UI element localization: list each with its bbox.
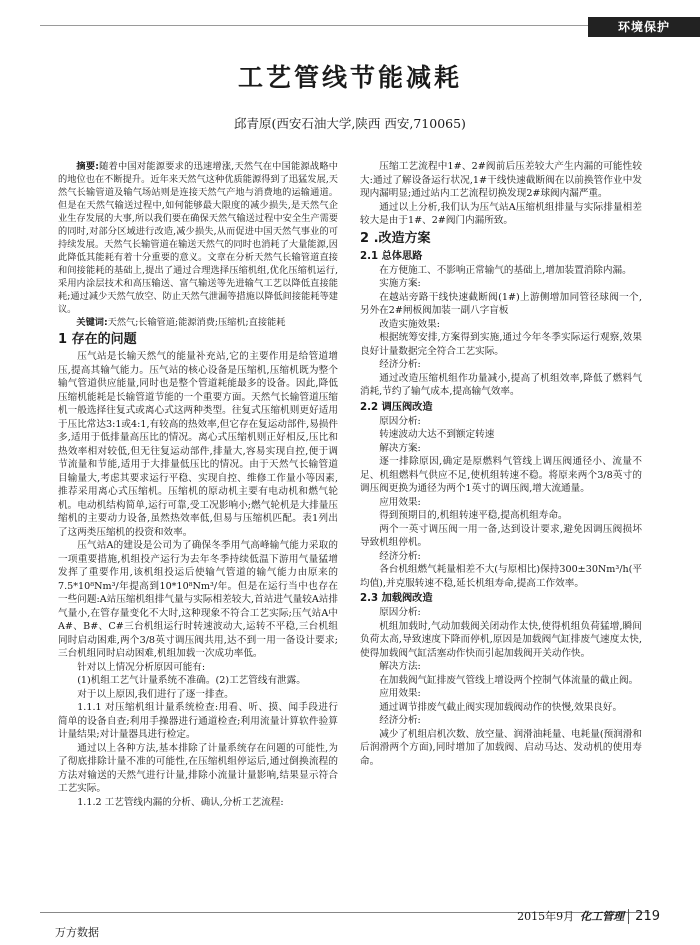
section-2-1-heading: 2.1 总体思路: [360, 250, 423, 262]
paragraph: 根据统筹安排,方案得到实施,通过今年冬季实际运行观察,效果良好计量数据完全符合工艺实际。: [360, 332, 642, 357]
paragraph: 应用效果:: [379, 496, 421, 508]
abstract-label: 摘要:: [76, 161, 99, 172]
paragraph: 在方便施工、不影响正常输气的基础上,增加装置消除内漏。: [379, 264, 632, 276]
paragraph: (1)机组工艺气计量系统不准确。(2)工艺管线有泄露。: [77, 675, 306, 686]
paragraph: 逐一排除原因,确定是原燃料气管线上调压阀通径小、流量不足、机组燃料气供应不足,使机组转速不稳。将原来两个3/8英寸的调压阀更换为通径为两个1英寸的调压阀,增大流通量。: [360, 456, 642, 494]
section-2-3-heading: 2.3 加载阀改造: [360, 593, 433, 604]
paragraph: 得到预期目的,机组转速平稳,提高机组寿命。: [379, 510, 568, 521]
keywords-label: 关键词:: [76, 317, 108, 328]
section-tag: 环境保护: [588, 17, 700, 37]
paragraph: 针对以上情况分析原因可能有:: [77, 661, 206, 673]
section-2-heading: 2 .改造方案: [360, 230, 431, 246]
paragraph: 对于以上原因,我们进行了逐一排查。: [77, 688, 234, 700]
paragraph: 经济分析:: [379, 550, 421, 562]
right-column: [360, 160, 642, 768]
paragraph: 原因分析:: [379, 415, 421, 427]
abstract-text: 随着中国对能源要求的迅速增涨,天然气在中国能源战略中的地位也在不断提升。近年来天然气这种优质能源得到了迅猛发展,天然气长输管道及输气场站则是连接天然气产地与消费地的运输通道。但是在天然气输送过程中,如何能够最大限度的减少损失,是天然气企业生存发展的大事,所以我们要在确保天然气输送过程中安全生产需要的同时,对部分区域进行改造,减少损失,从而促进中国天然气事业的可持续发展。天然气长输管道在输送天然气的同时也消耗了大量能源,因此降低其能耗有着十分重要的意义。文章在分析天然气长输管道直接和间接能耗的基础上,提出了通过合理选择压缩机组,优化压缩机运行,采用内涂层技术和高压输送、富气输送等先进输气工艺以降低直接能耗;通过减少天然气放空、防止天然气泄漏等措施以降低间接能耗等建议。: [58, 161, 338, 315]
paragraph: 解决方案:: [379, 442, 421, 454]
paragraph: 机组加载时,气动加载阀关闭动作太快,使得机组负荷猛增,瞬间负荷太高,导致速度下降而停机,原因是加载阀气缸排废气速度太快,使得加载阀气缸活塞动作快而引起加载阀开关动作快。: [360, 620, 642, 659]
paragraph: 原因分析:: [379, 607, 421, 618]
header-rule: [40, 25, 588, 26]
paragraph: 经济分析:: [379, 715, 421, 726]
paragraph: 转速波动大达不到额定转速: [379, 429, 495, 440]
paragraph: 压缩工艺流程中1#、2#阀前后压差较大产生内漏的可能性较大:通过了解设备运行状况,1#干线快速截断阀在以前换管作业中发现内漏明显;通过站内工艺流程切换发现2#球阀内漏严重。: [360, 161, 642, 199]
paragraph: 通过以上各种方法,基本排除了计量系统存在问题的可能性,为了彻底排除计量不准的可能性,在压缩机组停运后,通过倒换流程的方法对输送的天然气进行计量,排除小流量计量影响,结果显示符合工艺实际。: [58, 742, 338, 794]
paragraph: 1.1.2 工艺管线内漏的分析、确认,分析工艺流程:: [77, 796, 284, 808]
paragraph: 在越站旁路干线快速截断阀(1#)上游侧增加同管径球阀一个,另外在2#闸板阀加装一副八字盲板: [360, 291, 642, 316]
section-2-2-heading: 2.2 调压阀改造: [360, 401, 433, 413]
article-author: 邱青原(西安石油大学,陕西 西安,710065): [234, 116, 466, 131]
journal-name: 化工管理: [580, 910, 625, 923]
paragraph: 经济分析:: [379, 359, 421, 370]
source-watermark: 万方数据: [55, 926, 99, 939]
paragraph: 压气站是长输天然气的能量补充站,它的主要作用是给管道增压,提高其输气能力。压气站的核心设备是压缩机,压缩机既为整个输气管道供应能量,同时也是整个管道耗能最多的设备。因此,降低压缩机能耗是长输管道节能的一个重要方面。天然气长输管道压缩机一般选择往复式或离心式这两种类型。往复式压缩机则更好适用于压比常达3:1或4:1,有较高的热效率,但它存在复运动部件,易损件多,适用于低排量高压比的情况。离心式压缩机则正好相反,压比和热效率相对较低,但无往复运动部件,排量大,容易实现自控,便于调节流量和节能,适用于大排量低压比的情况。由于天然气长输管道目输量大,考虑其要求运行平稳、实现自控、维修工作量小等因素,推荐采用离心式压缩机。压缩机的原动机主要有电动机和燃气轮机。电动机结构简单,运行可靠,受工况影响小;燃气轮机是大排量压缩机的主要动力设备,虽然热效率低,但易与压缩机匹配。表1列出了这两类压缩机的投资和效率。: [58, 351, 338, 538]
paragraph: 通过调节排废气截止阀实现加载阀动作的快慢,效果良好。: [379, 701, 623, 713]
paragraph: 通过改造压缩机组作功量减小,提高了机组效率,降低了燃料气消耗,节约了输气成本,提高输气效率。: [360, 372, 642, 397]
paragraph: 在加载阀气缸排废气管线上增设两个控制气体流量的截止阀。: [379, 674, 639, 686]
abstract: [58, 160, 338, 316]
paragraph: 各台机组燃气耗量相差不大(与原相比)保持300±30Nm³/h(平均值),并克服转速不稳,延长机组寿命,提高工作效率。: [360, 564, 643, 589]
article-title: 工艺管线节能减耗: [237, 63, 462, 92]
paragraph: 应用效果:: [379, 688, 421, 699]
paragraph: 改造实施效果:: [379, 318, 440, 330]
paragraph: 实施方案:: [379, 278, 421, 289]
issue-date: 2015年9月: [517, 910, 575, 923]
section-1-heading: 1 存在的问题: [58, 332, 137, 347]
page-number: 219: [628, 909, 660, 924]
paragraph: 通过以上分析,我们认为压气站A压缩机组排量与实际排量相差较大是由于1#、2#阀门内漏所致。: [360, 201, 642, 226]
paragraph: 压气站A的建设是公司为了确保冬季用气高峰输气能力采取的一项重要措施,机组投产运行为去年冬季持续低温下游用气量猛增发挥了重要作用,该机组投运后使输气管道的输气能力由原来的7.5*10⁸Nm³/年提高到10*10⁸Nm³/年。但是在运行当中也存在一些问题:A站压缩机组排气量与实际相差较大,首站进气量较A站排气量小,在管存量变化不大时,这种现象不符合工艺实际;压气站A中A#、B#、C#三台机组运行时转速波动大,运转不平稳,三台机组同时启动困难,两个3/8英寸调压阀共用,达不到一用一备设计要求;三台机组同时启动困难,机组加载一次成功率低。: [58, 540, 338, 659]
paragraph: 解决方法:: [379, 661, 421, 672]
paragraph: 两个一英寸调压阀一用一备,达到设计要求,避免因调压阀损坏导致机组停机。: [360, 523, 642, 548]
left-column: [58, 160, 338, 809]
paragraph: 1.1.1 对压缩机组计量系统检查:用看、听、摸、闻手段进行简单的设备自查;利用手操器进行通道检查;利用流量计算软件验算计量结果;对计量器具进行检定。: [58, 702, 338, 740]
keywords-text: 天然气;长输管道;能源消费;压缩机;直接能耗: [107, 317, 286, 328]
paragraph: 减少了机组启机次数、放空量、润滑油耗量、电耗量(预润滑和后润滑两个方面),同时增加了加载阀、启动马达、发动机的使用寿命。: [360, 728, 642, 767]
keywords: [58, 316, 338, 329]
page-footer: [517, 908, 660, 924]
